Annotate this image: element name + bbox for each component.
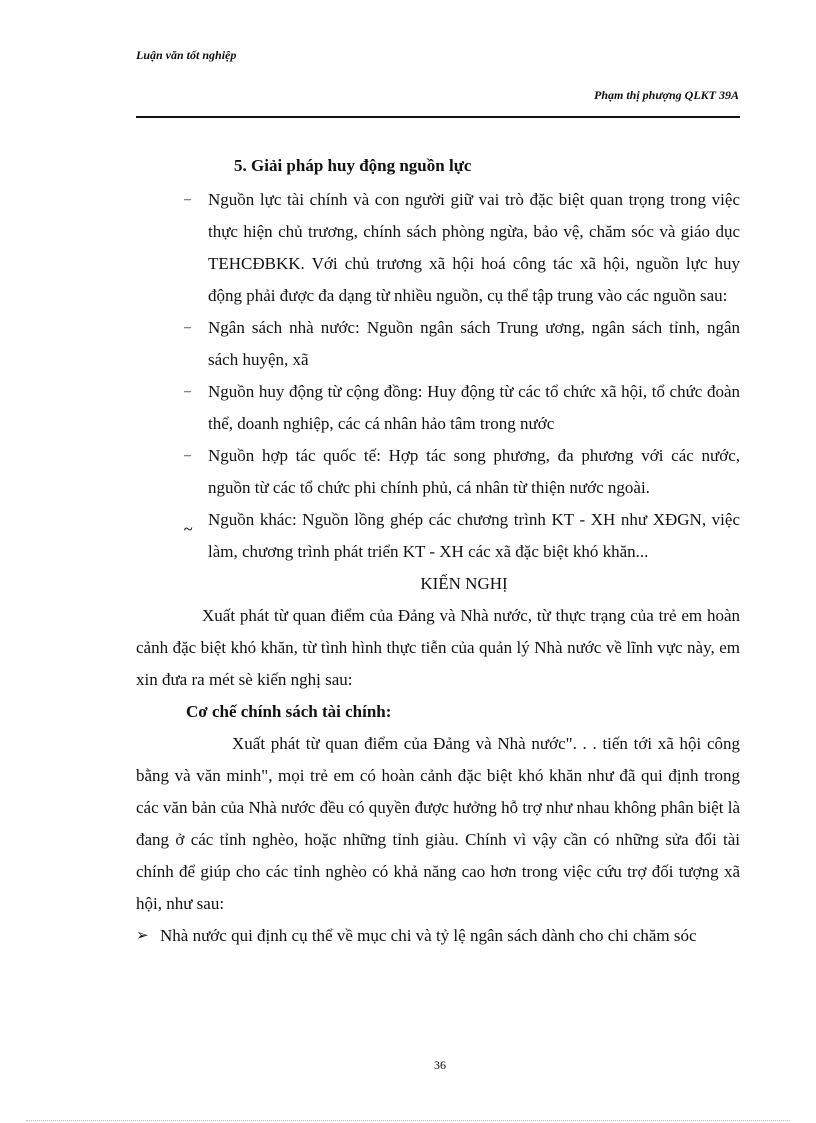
recommendation-heading: KIẾN NGHỊ — [420, 574, 508, 593]
arrowhead-bullet-icon: ➢ — [136, 928, 149, 944]
intro-paragraph: Xuất phát từ quan điểm của Đảng và Nhà nước, từ thực trạng của trẻ em hoàn cảnh đặc biệt khó khăn, từ tình hình thực tiễn của quản lý Nhà nước về lĩnh vực này, em xin đưa ra mét sè kiến nghị sau: — [136, 606, 740, 689]
bullet-item — [136, 504, 740, 568]
header-left-title: Luận văn tốt nghiệp — [136, 48, 237, 62]
dash-bullet-icon: – — [184, 192, 191, 207]
header-divider — [136, 116, 740, 118]
dash-bullet-icon: – — [184, 384, 191, 399]
dash-bullet-icon: – — [184, 448, 191, 463]
bullet-text: Nguồn lực tài chính và con người giữ vai trò đặc biệt quan trọng trong việc thực hiện chủ trương, chính sách phòng ngừa, bảo vệ, chăm sóc và giáo dục TEHCĐBKK. Với chủ trương xã hội hoá công tác xã hội, nguồn lực huy động phải được đa dạng từ nhiều nguồn, cụ thể tập trung vào các nguồn sau: — [208, 190, 740, 305]
bullet-item — [136, 312, 740, 376]
bullet-text: Nguồn hợp tác quốc tế: Hợp tác song phương, đa phương với các nước, nguồn từ các tổ chức phi chính phủ, cá nhân từ thiện nước ngoài. — [208, 446, 740, 497]
bullet-item — [136, 440, 740, 504]
page-bottom-edge — [26, 1120, 790, 1121]
bullet-item — [136, 376, 740, 440]
arrow-list-item — [136, 920, 740, 952]
arrow-item-text: Nhà nước qui định cụ thể về mục chi và tỷ lệ ngân sách dành cho chi chăm sóc — [160, 926, 697, 945]
header-right-author: Phạm thị phượng QLKT 39A — [594, 88, 739, 102]
section-title: 5. Giải pháp huy động nguồn lực — [234, 156, 472, 175]
bullet-item — [136, 184, 740, 312]
policy-paragraph: Xuất phát từ quan điểm của Đảng và Nhà nước". . . tiến tới xã hội công bằng và văn minh", mọi trẻ em có hoàn cảnh đặc biệt khó khăn như đã qui định trong các văn bản của Nhà nước đều có quyền được hưởng hỗ trợ như nhau không phân biệt là đang ở các tỉnh nghèo, hoặc những tỉnh giàu. Chính vì vậy cần có những sửa đổi tài chính để giúp cho các tỉnh nghèo có khả năng cao hơn trong việc cứu trợ đối tượng xã hội, như sau: — [136, 734, 740, 913]
page-body — [136, 150, 740, 952]
page-number: 36 — [434, 1058, 446, 1072]
sub-heading: Cơ chế chính sách tài chính: — [186, 702, 392, 721]
bullet-text: Nguồn khác: Nguồn lồng ghép các chương trình KT - XH như XĐGN, việc làm, chương trình phát triển KT - XH các xã đặc biệt khó khăn... — [208, 510, 740, 561]
tilde-bullet-icon: ~ — [184, 521, 193, 538]
bullet-text: Nguồn huy động từ cộng đồng: Huy động từ các tổ chức xã hội, tổ chức đoàn thể, doanh nghiệp, các cá nhân hảo tâm trong nước — [208, 382, 740, 433]
dash-bullet-icon: – — [184, 320, 191, 335]
bullet-text: Ngân sách nhà nước: Nguồn ngân sách Trung ương, ngân sách tỉnh, ngân sách huyện, xã — [208, 318, 740, 369]
